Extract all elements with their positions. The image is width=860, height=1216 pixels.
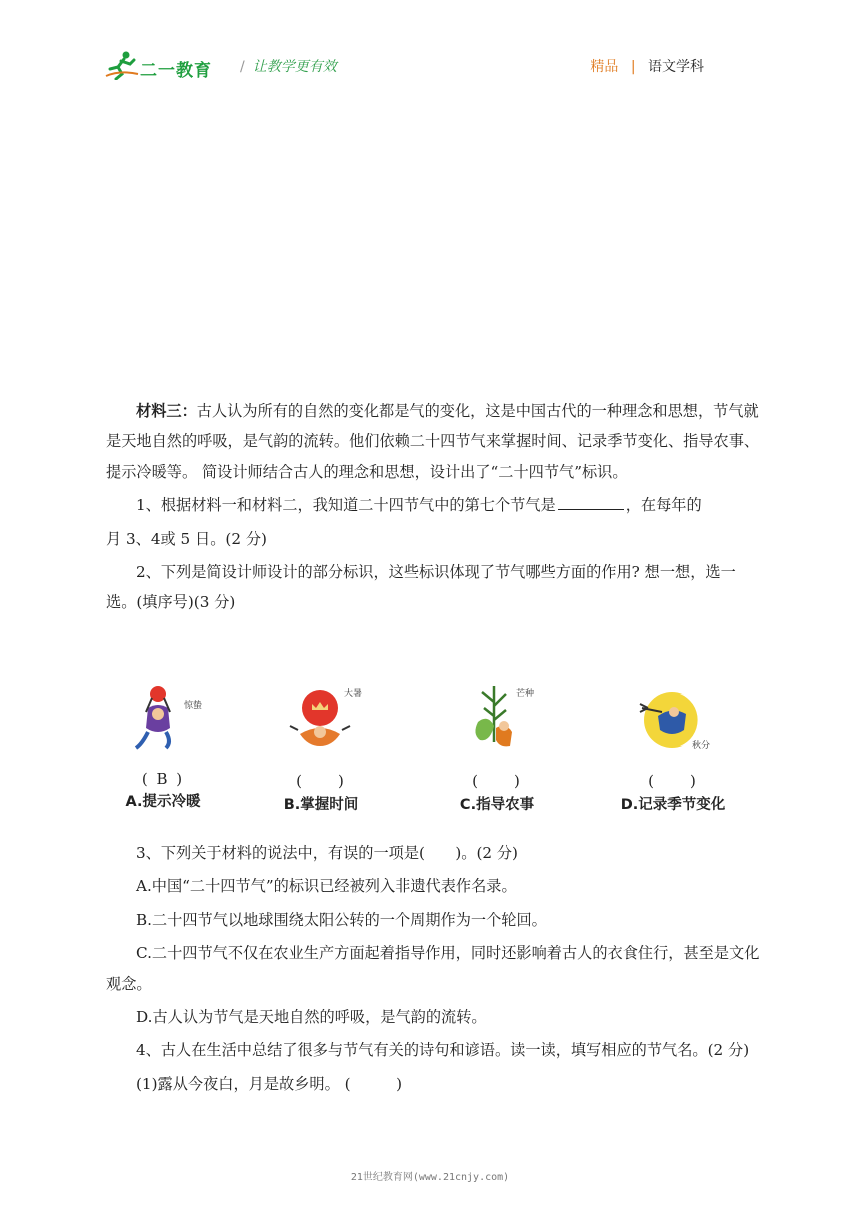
dashu-figure-icon bbox=[276, 682, 366, 766]
material3-text: 古人认为所有的自然的变化都是气的变化，这是中国古代的一种理念和思想，节气就是天地自然的呼吸，是气韵的流转。他们依赖二十四节气来掌握时间、记录季节变化、指导农事、提示冷暖等。 简设计师结合古人的理念和思想，设计出了“二十四节气”标识。 bbox=[106, 402, 760, 481]
slogan: / 让教学更有效 bbox=[240, 59, 337, 75]
logo-text: 二一教育 bbox=[140, 61, 212, 81]
q3-option-c: C.二十四节气不仅在农业生产方面起着指导作用，同时还影响着古人的衣食住行，甚至是文化观念。 bbox=[106, 944, 760, 993]
subject-label bbox=[590, 56, 704, 76]
jingzhe-glyph: 惊蛰 bbox=[184, 701, 203, 711]
icon-card-mangzhong bbox=[422, 682, 572, 822]
q1-text: 1、根据材料一和材料二，我知道二十四节气中的第七个节气是 bbox=[136, 496, 556, 515]
q3-option-b: B.二十四节气以地球围绕太阳公转的一个周期作为一个轮回。 bbox=[136, 910, 547, 929]
material3-label: 材料三： bbox=[136, 402, 197, 420]
icon-card-jingzhe bbox=[88, 682, 238, 822]
question-1-line2: 月 3、4或 5 日。(2 分) bbox=[106, 529, 267, 548]
runner-logo-icon bbox=[104, 50, 140, 80]
material3-paragraph bbox=[106, 396, 766, 487]
page-footer: 21世纪教育网(www.21cnjy.com) bbox=[350, 1172, 510, 1183]
q4-item-1: (1)露从今夜白，月是故乡明。 ( ) bbox=[136, 1074, 403, 1093]
subject-name: 语文学科 bbox=[648, 59, 704, 75]
q1-text-after: ，在每年的 bbox=[625, 496, 702, 515]
option-a-caption: A.提示冷暖 bbox=[125, 794, 201, 810]
q3-option-d: D.古人认为节气是天地自然的呼吸，是气韵的流转。 bbox=[136, 1008, 487, 1027]
mangzhong-figure-icon bbox=[452, 682, 542, 766]
question-3: 3、下列关于材料的说法中，有误的一项是( )。(2 分) bbox=[136, 844, 518, 862]
jingzhe-figure-icon bbox=[118, 682, 208, 766]
option-c-caption: C.指导农事 bbox=[459, 797, 535, 813]
dashu-glyph: 大暑 bbox=[344, 689, 363, 699]
mangzhong-glyph: 芒种 bbox=[516, 689, 535, 699]
icon-card-qiufen bbox=[598, 682, 748, 822]
solar-term-icons bbox=[106, 682, 766, 822]
question-block-top bbox=[106, 396, 766, 621]
option-d-caption: D.记录季节变化 bbox=[620, 797, 726, 813]
header-separator: | bbox=[630, 59, 636, 75]
question-4: 4、古人在生活中总结了很多与节气有关的诗句和谚语。读一读，填写相应的节气名。(2 分) bbox=[136, 1041, 750, 1060]
icon-card-dashu bbox=[246, 682, 396, 822]
q1-answer-blank[interactable] bbox=[558, 494, 624, 510]
icon-answer[interactable]: ( ) bbox=[648, 772, 698, 790]
question-1 bbox=[106, 490, 766, 520]
question-block-bottom bbox=[106, 838, 766, 1102]
brand-logo bbox=[104, 50, 224, 80]
icon-answer[interactable]: ( ) bbox=[296, 772, 346, 790]
icon-answer[interactable]: ( B ) bbox=[141, 770, 185, 788]
qiufen-glyph: 秋分 bbox=[692, 741, 711, 751]
qiufen-figure-icon bbox=[628, 682, 718, 766]
question-2: 2、下列是简设计师设计的部分标识，这些标识体现了节气哪些方面的作用? 想一想，选一选。(填序号)(3 分) bbox=[106, 563, 736, 612]
page-header bbox=[104, 48, 744, 82]
premium-label: 精品 bbox=[590, 59, 619, 75]
q3-option-a: A.中国“二十四节气”的标识已经被列入非遗代表作名录。 bbox=[136, 877, 517, 896]
icon-answer[interactable]: ( ) bbox=[472, 772, 522, 790]
option-b-caption: B.掌握时间 bbox=[283, 797, 359, 813]
slogan-text: 让教学更有效 bbox=[252, 59, 337, 75]
